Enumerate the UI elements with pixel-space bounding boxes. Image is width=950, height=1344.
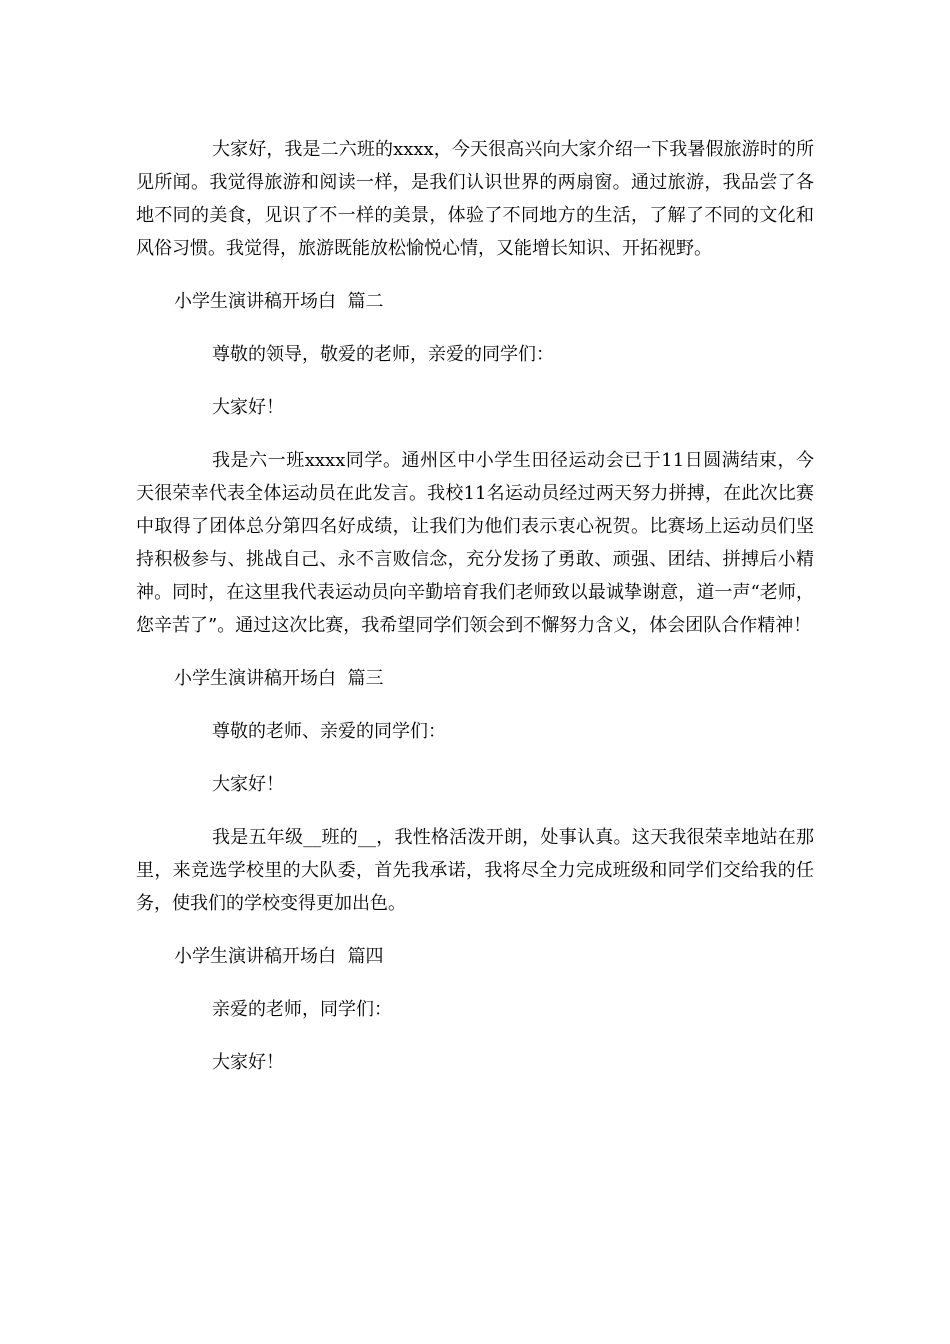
paragraph-intro: 大家好，我是二六班的xxxx，今天很高兴向大家介绍一下我暑假旅游时的所见所闻。我觉得旅游和阅读一样，是我们认识世界的两扇窗。通过旅游，我品尝了各地不同的美食，见识了不一样的美景，体验了不同地方的生活，了解了不同的文化和风俗习惯。我觉得，旅游既能放松愉悦心情，又能增长知识、开拓视野。 <box>136 139 814 259</box>
document-body <box>136 133 814 1099</box>
greeting-2: 大家好！ <box>212 397 284 418</box>
greeting-3: 大家好！ <box>212 774 284 795</box>
salutation-2: 尊敬的领导，敬爱的老师，亲爱的同学们： <box>212 344 554 365</box>
paragraph-2: 我是六一班xxxx同学。通州区中小学生田径运动会已于11日圆满结束，今天很荣幸代表全体运动员在此发言。我校11名运动员经过两天努力拼搏，在此次比赛中取得了团体总分第四名好成绩，让我们为他们表示衷心祝贺。比赛场上运动员们坚持积极参与、挑战自己、永不言败信念，充分发扬了勇敢、顽强、团结、拼搏后小精神。同时，在这里我代表运动员向辛勤培育我们老师致以最诚挚谢意，道一声“老师，您辛苦了”。通过这次比赛，我希望同学们领会到不懈努力含义，体会团队合作精神！ <box>136 450 814 636</box>
section-heading-2: 小学生演讲稿开场白 篇二 <box>174 291 384 312</box>
paragraph-3: 我是五年级__班的__，我性格活泼开朗，处事认真。这天我很荣幸地站在那里，来竞选学校里的大队委，首先我承诺，我将尽全力完成班级和同学们交给我的任务，使我们的学校变得更加出色。 <box>136 827 814 914</box>
section-heading-3: 小学生演讲稿开场白 篇三 <box>174 668 384 689</box>
salutation-4: 亲爱的老师，同学们： <box>212 999 392 1020</box>
salutation-3: 尊敬的老师、亲爱的同学们： <box>212 721 446 742</box>
greeting-4: 大家好！ <box>212 1052 284 1073</box>
section-heading-4: 小学生演讲稿开场白 篇四 <box>174 946 384 967</box>
